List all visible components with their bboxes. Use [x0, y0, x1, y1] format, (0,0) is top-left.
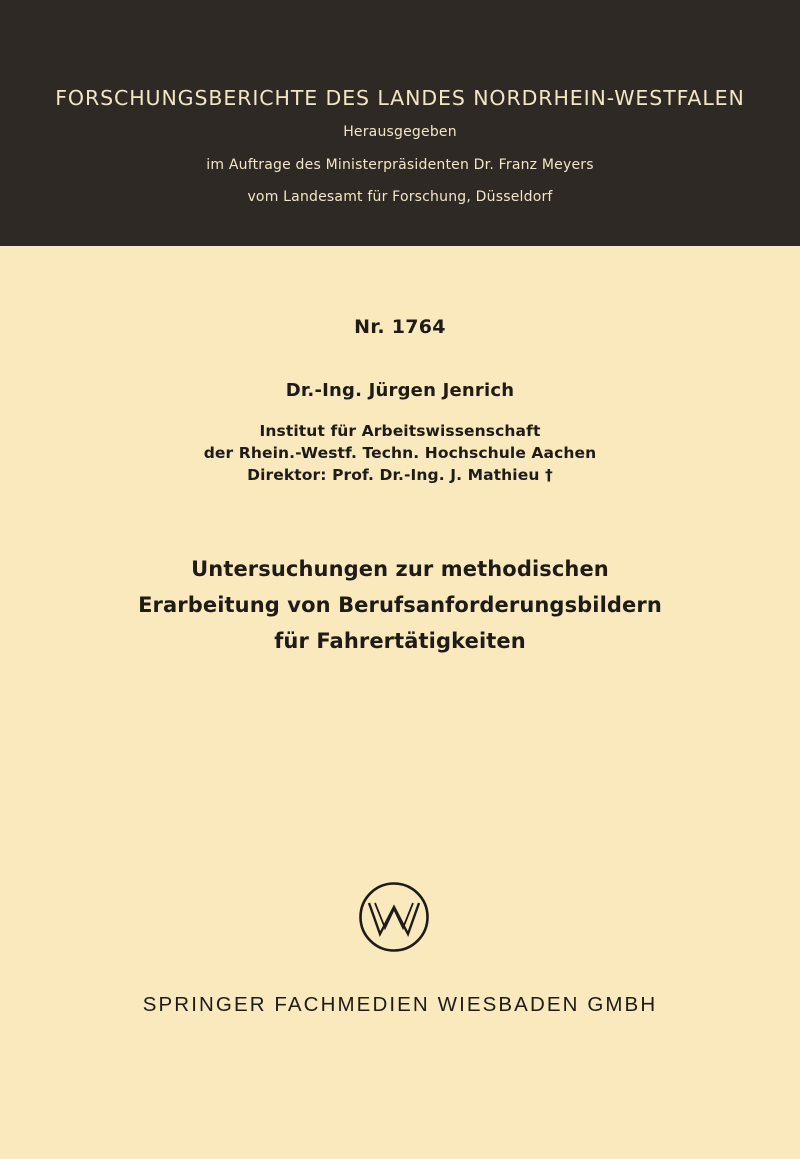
editor-line: Herausgegeben — [343, 124, 457, 140]
header-band — [0, 0, 800, 246]
publisher-name: SPRINGER FACHMEDIEN WIESBADEN GMBH — [142, 993, 658, 1016]
title-line-1: Untersuchungen zur methodischen — [191, 557, 609, 581]
title-line-2: Erarbeitung von Berufsanforderungsbildern — [138, 593, 662, 617]
office-line: vom Landesamt für Forschung, Düsseldorf — [247, 189, 553, 205]
series-title: FORSCHUNGSBERICHTE DES LANDES NORDRHEIN-WESTFALEN — [55, 86, 745, 110]
title-line-3: für Fahrertätigkeiten — [274, 629, 526, 653]
director-line: Direktor: Prof. Dr.-Ing. J. Mathieu † — [247, 466, 553, 484]
university-name: der Rhein.-Westf. Techn. Hochschule Aachen — [203, 444, 597, 462]
institute-name: Institut für Arbeitswissenschaft — [259, 422, 541, 440]
publisher-logo-icon — [357, 880, 431, 954]
report-number: Nr. 1764 — [354, 316, 446, 338]
author-name: Dr.-Ing. Jürgen Jenrich — [285, 380, 515, 401]
commission-line: im Auftrage des Ministerpräsidenten Dr. Franz Meyers — [206, 157, 594, 173]
